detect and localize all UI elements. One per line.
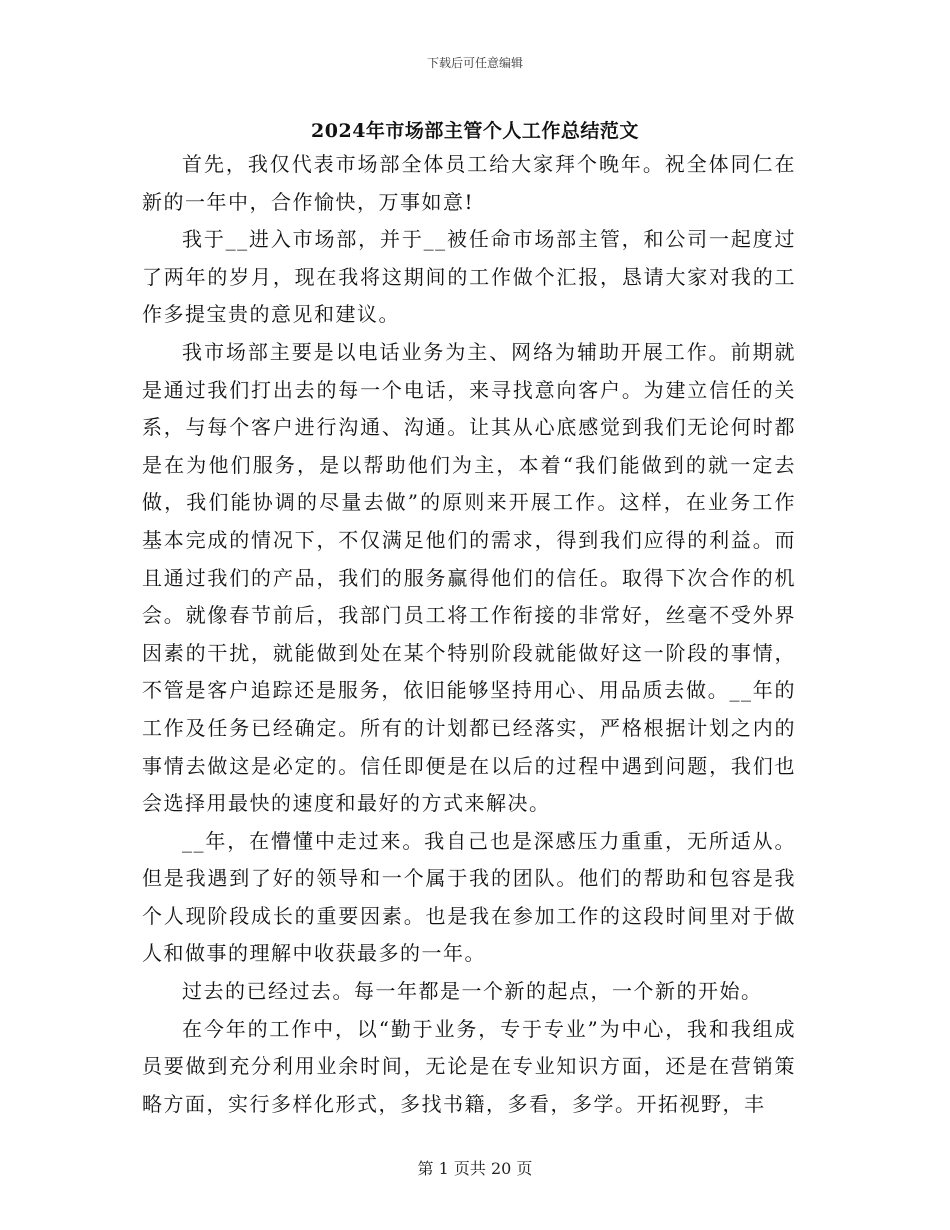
page-footer: 第 1 页共 20 页 xyxy=(417,1159,533,1178)
document-body xyxy=(142,146,796,1123)
paragraph-3: 我市场部主要是以电话业务为主、网络为辅助开展工作。前期就是通过我们打出去的每一个电话，来寻找意向客户。为建立信任的关系，与每个客户进行沟通、沟通。让其从心底感觉到我们无论何时都是在为他们服务，是以帮助他们为主，本着“我们能做到的就一定去做，我们能协调的尽量去做”的原则来开展工作。这样，在业务工作基本完成的情况下，不仅满足他们的需求，得到我们应得的利益。而且通过我们的产品，我们的服务赢得他们的信任。取得下次合作的机会。就像春节前后，我部门员工将工作衔接的非常好，丝毫不受外界因素的干扰，就能做到处在某个特别阶段就能做好这一阶段的事情，不管是客户追踪还是服务，依旧能够坚持用心、用品质去做。__年的工作及任务已经确定。所有的计划都已经落实，严格根据计划之内的事情去做这是必定的。信任即便是在以后的过程中遇到问题，我们也会选择用最快的速度和最好的方式来解决。 xyxy=(142,339,796,816)
document-title: 2024年市场部主管个人工作总结范文 xyxy=(311,120,639,142)
paragraph-4: __年，在懵懂中走过来。我自己也是深感压力重重，无所适从。但是我遇到了好的领导和一个属于我的团队。他们的帮助和包容是我个人现阶段成长的重要因素。也是我在参加工作的这段时间里对于做人和做事的理解中收获最多的一年。 xyxy=(142,828,796,966)
header-note: 下载后可任意编辑 xyxy=(426,56,523,70)
paragraph-5: 过去的已经过去。每一年都是一个新的起点，一个新的开始。 xyxy=(182,979,763,1004)
paragraph-6: 在今年的工作中，以“勤于业务，专于专业”为中心，我和我组成员要做到充分利用业余时间，无论是在专业知识方面，还是在营销策略方面，实行多样化形式，多找书籍，多看，多学。开拓视野，丰 xyxy=(142,1016,796,1116)
paragraph-1: 首先，我仅代表市场部全体员工给大家拜个晚年。祝全体同仁在新的一年中，合作愉快，万事如意! xyxy=(142,152,796,214)
paragraph-2: 我于__进入市场部，并于__被任命市场部主管，和公司一起度过了两年的岁月，现在我将这期间的工作做个汇报，恳请大家对我的工作多提宝贵的意见和建议。 xyxy=(142,227,796,327)
